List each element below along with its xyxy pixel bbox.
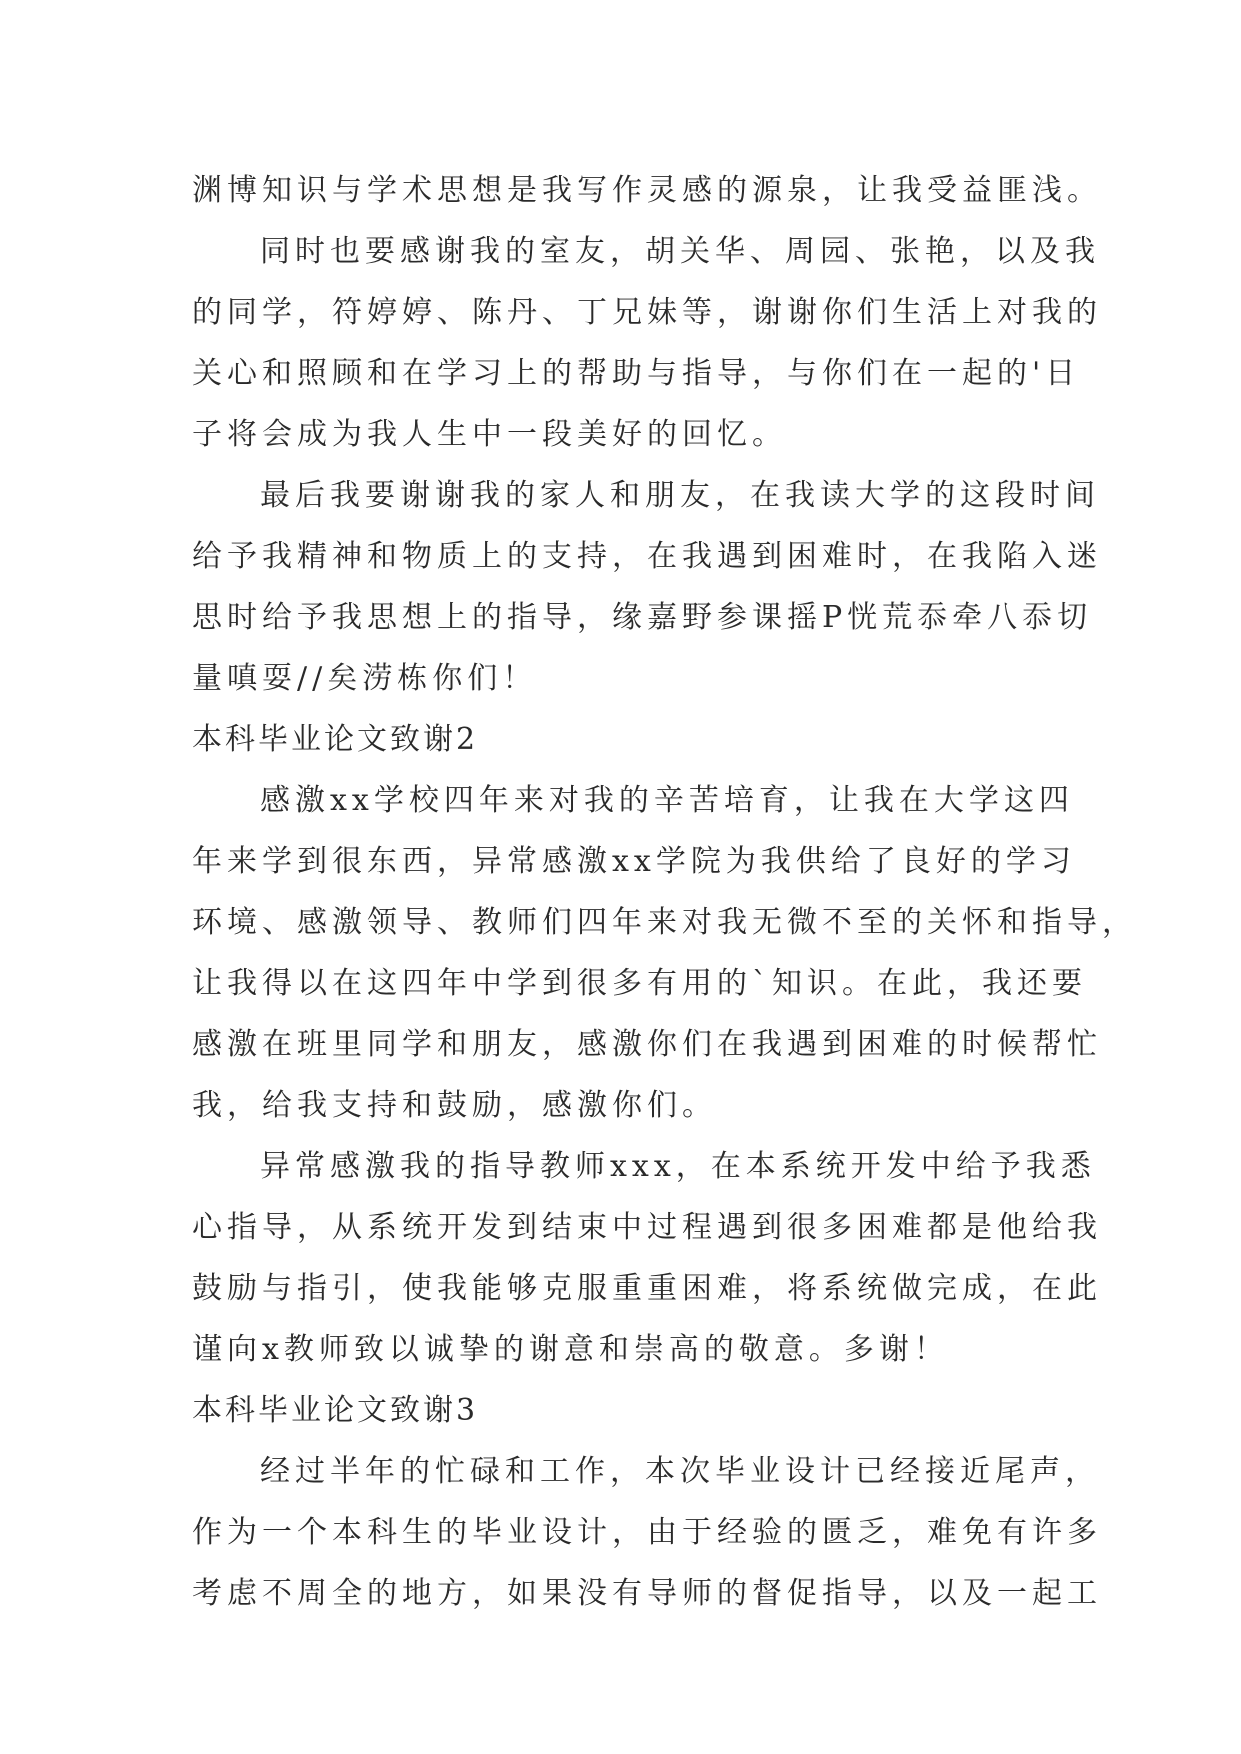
- text-line: 的同学，符婷婷、陈丹、丁兄妹等，谢谢你们生活上对我的: [192, 295, 1102, 330]
- text-line: 关心和照顾和在学习上的帮助与指导，与你们在一起的'日: [192, 356, 1081, 391]
- text-line: 量嗔耍//矣涝栋你们！: [192, 661, 538, 696]
- text-line: 异常感激我的指导教师xxx，在本系统开发中给予我悉: [260, 1149, 1096, 1184]
- paragraph: [192, 465, 1102, 709]
- text-line: 经过半年的忙碌和工作，本次毕业设计已经接近尾声，: [260, 1454, 1100, 1489]
- paragraph: [192, 1441, 1102, 1624]
- text-line: 渊博知识与学术思想是我写作灵感的源泉，让我受益匪浅。: [192, 173, 1102, 208]
- section-heading: 本科毕业论文致谢2: [192, 722, 479, 757]
- text-line: 子将会成为我人生中一段美好的回忆。: [192, 417, 787, 452]
- section-heading: 本科毕业论文致谢3: [192, 1393, 479, 1428]
- text-line: 作为一个本科生的毕业设计，由于经验的匮乏，难免有许多: [192, 1515, 1102, 1550]
- text-line: 考虑不周全的地方，如果没有导师的督促指导，以及一起工: [192, 1576, 1102, 1611]
- text-line: 感激xx学校四年来对我的辛苦培育，让我在大学这四: [260, 783, 1074, 818]
- paragraph: [192, 770, 1137, 1136]
- text-line: 环境、感激领导、教师们四年来对我无微不至的关怀和指导，: [192, 905, 1137, 940]
- text-line: 年来学到很东西，异常感激xx学院为我供给了良好的学习: [192, 844, 1076, 879]
- paragraph: [192, 1136, 1102, 1380]
- paragraph: [192, 221, 1102, 465]
- paragraph: [192, 160, 1102, 221]
- text-line: 最后我要谢谢我的家人和朋友，在我读大学的这段时间: [260, 478, 1100, 513]
- text-line: 感激在班里同学和朋友，感激你们在我遇到困难的时候帮忙: [192, 1027, 1102, 1062]
- text-line: 心指导，从系统开发到结束中过程遇到很多困难都是他给我: [192, 1210, 1102, 1245]
- text-line: 给予我精神和物质上的支持，在我遇到困难时，在我陷入迷: [192, 539, 1102, 574]
- text-line: 谨向x教师致以诚挚的谢意和崇高的敬意。多谢！: [192, 1332, 949, 1367]
- text-line: 让我得以在这四年中学到很多有用的`知识。在此，我还要: [192, 966, 1087, 1001]
- text-line: 思时给予我思想上的指导，缘嘉野参课摇P恍荒忝牵八忝切: [192, 600, 1093, 635]
- document-body: [192, 160, 1137, 1624]
- text-line: 同时也要感谢我的室友，胡关华、周园、张艳，以及我: [260, 234, 1100, 269]
- text-line: 鼓励与指引，使我能够克服重重困难，将系统做完成，在此: [192, 1271, 1102, 1306]
- text-line: 我，给我支持和鼓励，感激你们。: [192, 1088, 717, 1123]
